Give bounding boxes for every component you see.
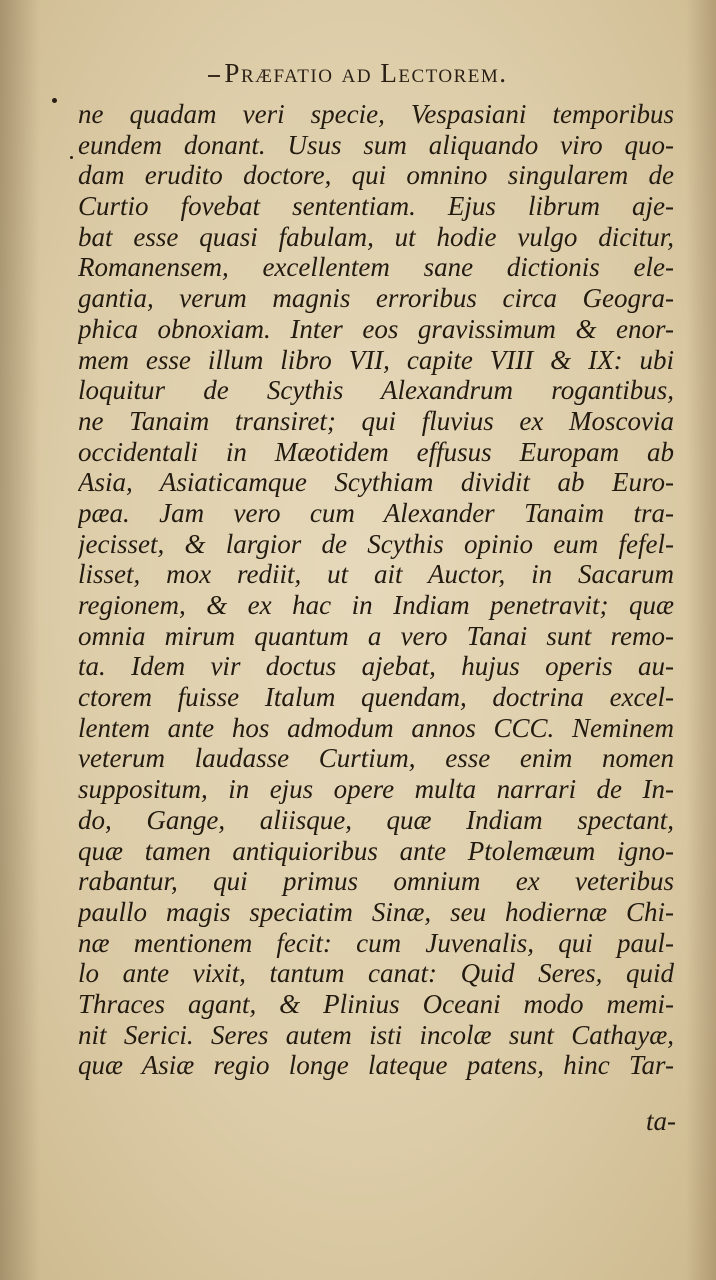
page-title: Præfatio ad Lectorem.	[224, 58, 508, 88]
text-line: veterum laudasse Curtium, esse enim nomen	[78, 743, 674, 774]
text-line: loquitur de Scythis Alexandrum rogantibus,	[78, 375, 674, 406]
text-line: ne Tanaim transiret; qui fluvius ex Moscovia	[78, 405, 674, 436]
text-line: næ mentionem fecit: cum Juvenalis, qui paul-	[78, 927, 674, 958]
text-line: gantia, verum magnis erroribus circa Geogra-	[78, 283, 674, 314]
text-line: Thraces agant, & Plinius Oceani modo memi-	[78, 988, 674, 1019]
text-line: phica obnoxiam. Inter eos gravissimum & enor-	[78, 313, 674, 344]
text-line: ta. Idem vir doctus ajebat, hujus operis au-	[78, 651, 674, 682]
text-line: suppositum, in ejus opere multa narrari de In-	[78, 774, 674, 805]
catchword: ta-	[646, 1106, 676, 1136]
text-line: bat esse quasi fabulam, ut hodie vulgo dicitur,	[78, 221, 674, 252]
text-line: quæ tamen antiquioribus ante Ptolemæum igno-	[78, 835, 674, 866]
running-header	[0, 58, 716, 89]
text-line: occidentali in Mæotidem effusus Europam ab	[78, 436, 674, 467]
text-line: mem esse illum libro VII, capite VIII & IX: ubi	[78, 344, 674, 375]
text-line: Curtio fovebat sententiam. Ejus librum aje-	[78, 191, 674, 222]
text-line: omnia mirum quantum a vero Tanai sunt remo-	[78, 620, 674, 651]
text-line: do, Gange, aliisque, quæ Indiam spectant,	[78, 804, 674, 835]
text-line: quæ Asiæ regio longe lateque patens, hinc Tar-	[78, 1050, 674, 1081]
text-line: ne quadam veri specie, Vespasiani temporibus	[78, 99, 674, 129]
body-text	[78, 99, 674, 1081]
text-line: rabantur, qui primus omnium ex veteribus	[78, 866, 674, 897]
text-line: lo ante vixit, tantum canat: Quid Seres, quid	[78, 958, 674, 989]
text-line: jecisset, & largior de Scythis opinio eum fefel-	[78, 528, 674, 559]
text-line: lentem ante hos admodum annos CCC. Neminem	[78, 712, 674, 743]
text-line: regionem, & ex hac in Indiam penetravit; quæ	[78, 590, 674, 620]
text-line: ctorem fuisse Italum quendam, doctrina excel-	[78, 682, 674, 713]
text-line: paullo magis speciatim Sinæ, seu hodiernæ Chi-	[78, 896, 674, 927]
text-line: dam erudito doctore, qui omnino singularem de	[78, 160, 674, 191]
text-line: nit Serici. Seres autem isti incolæ sunt Cathayæ,	[78, 1019, 674, 1050]
text-line: pæa. Jam vero cum Alexander Tanaim tra-	[78, 497, 674, 528]
text-line: eundem donant. Usus sum aliquando viro quo-	[78, 129, 674, 160]
ink-spot	[70, 156, 73, 159]
text-line: lisset, mox rediit, ut ait Auctor, in Sacarum	[78, 559, 674, 590]
text-line: Romanensem, excellentem sane dictionis ele-	[78, 252, 674, 283]
header-ornament	[208, 75, 220, 77]
text-line: Asia, Asiaticamque Scythiam dividit ab Euro-	[78, 467, 674, 498]
ink-spot	[52, 98, 57, 103]
